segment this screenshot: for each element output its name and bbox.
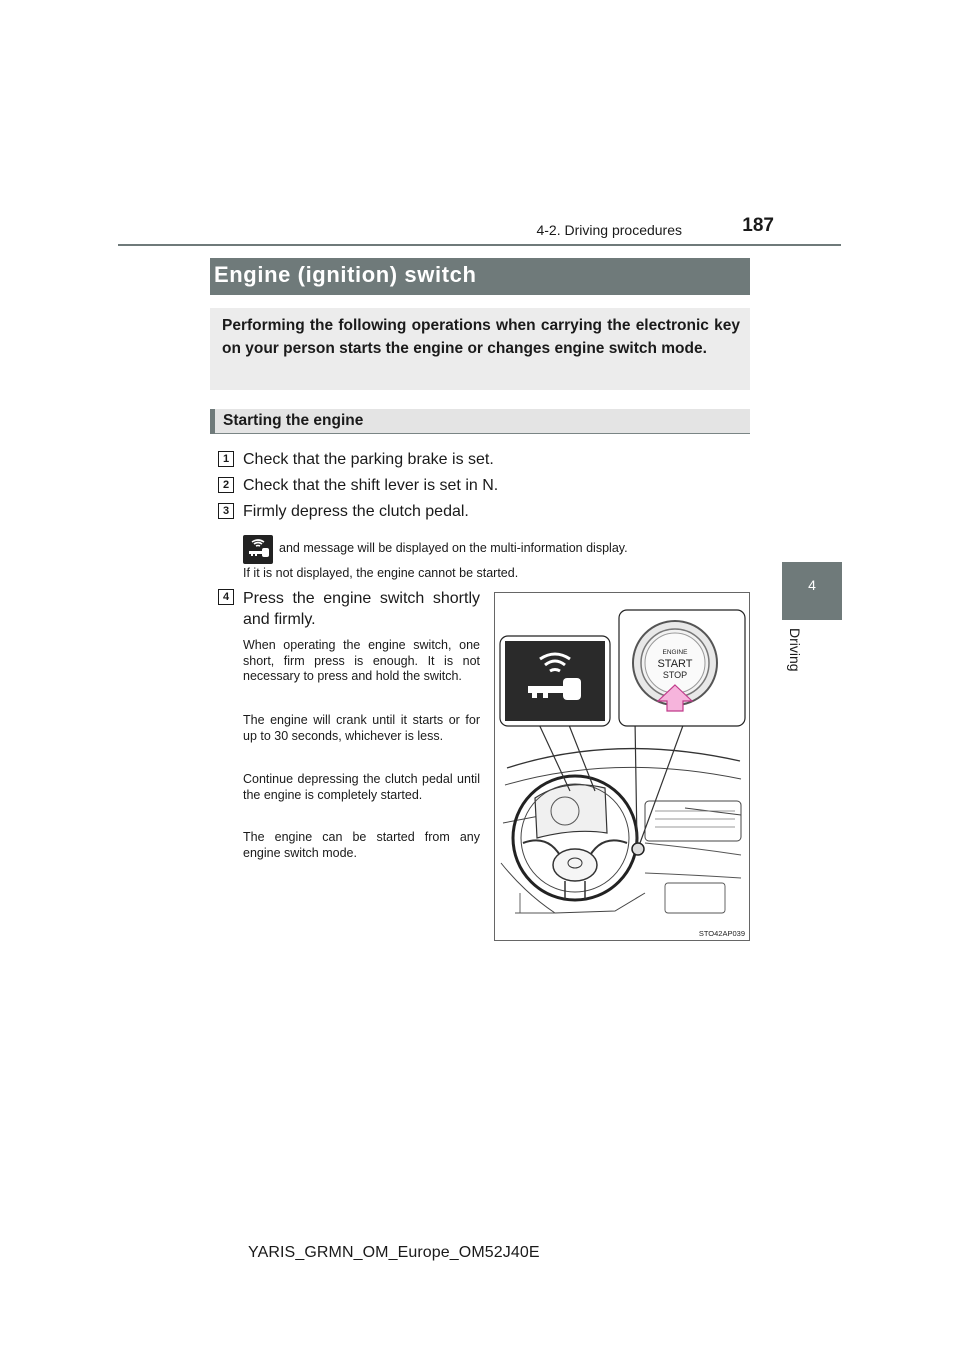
header-divider [118,244,841,246]
subsection-accent [210,409,215,434]
step-text: Press the engine switch shortly and firmly. [243,590,480,628]
step-text: Firmly depress the clutch pedal. [243,503,469,520]
intro-text: Performing the following operations when carrying the electronic key on your person starts the engine or changes engine switch mode. [222,317,740,357]
subsection-title: Starting the engine [223,412,364,429]
step-text: Check that the shift lever is set in N. [243,477,499,494]
note-line: If it is not displayed, the engine cannot be started. [243,566,519,580]
key-indicator-icon [243,535,273,564]
chapter-label: Driving [787,628,803,672]
section-title: 4-2. Driving procedures [536,222,682,238]
page-number: 187 [742,215,774,236]
step-number: 4 [218,589,234,605]
chapter-number: 4 [808,577,816,593]
page-title: Engine (ignition) switch [214,262,477,287]
dashboard-figure [494,592,750,941]
document-code: YARIS_GRMN_OM_Europe_OM52J40E [248,1244,540,1261]
step-number: 3 [218,503,234,519]
step-number: 2 [218,477,234,493]
body-paragraph: The engine will crank until it starts or for up to 30 seconds, whichever is less. [243,713,480,743]
step-number: 1 [218,451,234,467]
body-paragraph: When operating the engine switch, one short, firm press is enough. It is not necessary to press and hold the switch. [243,638,480,684]
button-line: START [657,658,693,670]
step-text: Check that the parking brake is set. [243,451,494,468]
button-line: ENGINE [662,649,688,656]
figure-code: STO42AP039 [698,929,745,938]
body-paragraph: Continue depressing the clutch pedal until the engine is completely started. [243,772,480,802]
dashboard-illustration [495,593,749,940]
button-line: STOP [662,670,688,680]
body-paragraph: The engine can be started from any engine switch mode. [243,830,480,860]
note-line: and message will be displayed on the multi-information display. [279,541,628,555]
